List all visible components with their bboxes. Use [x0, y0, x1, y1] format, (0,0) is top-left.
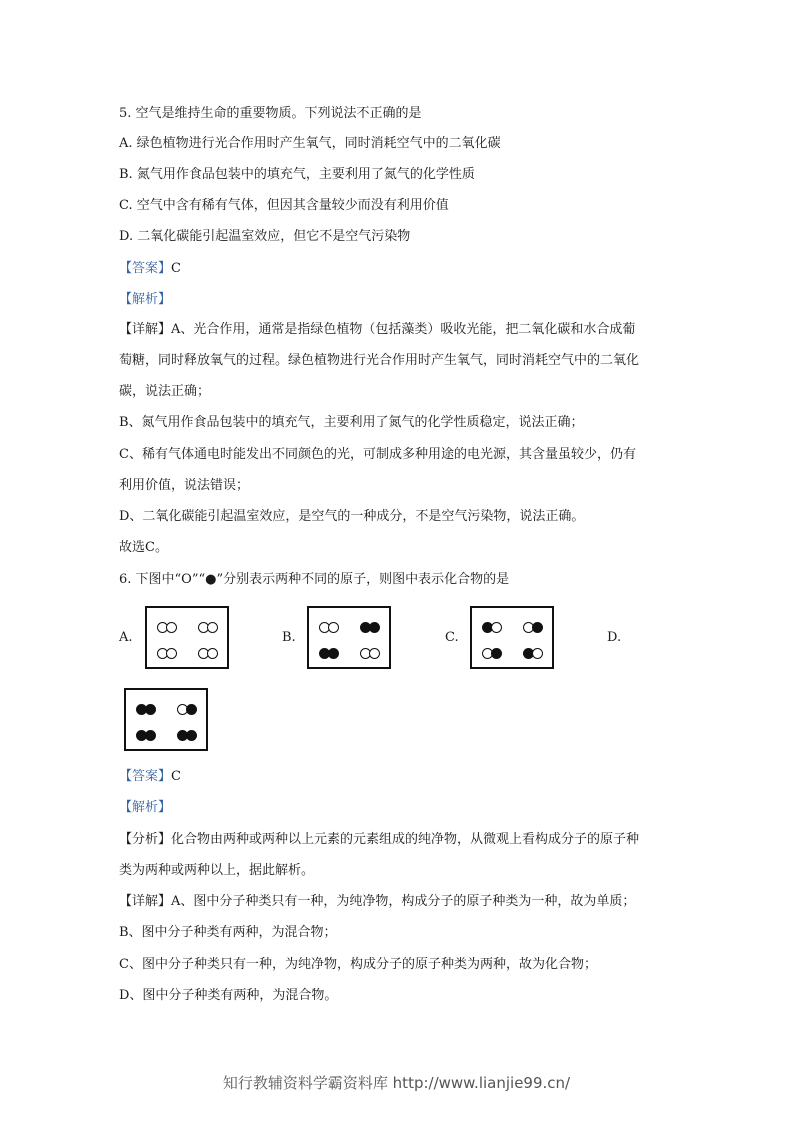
q5-answer-value: C	[171, 261, 181, 276]
molecule-white-white	[319, 622, 341, 634]
q5-analysis-label: 【解析】	[119, 292, 172, 307]
molecule-black-black	[177, 730, 199, 742]
q6-option-c-label: C.	[445, 630, 459, 645]
q6-diagram-a	[145, 606, 229, 669]
q5-detail-tag: 【详解】	[119, 322, 172, 337]
q5-answer	[119, 261, 181, 277]
q5-stem: 5. 空气是维持生命的重要物质。下列说法不正确的是	[119, 106, 422, 121]
q5-detail-line-6: 利用价值，说法错误；	[119, 478, 250, 493]
q6-stem: 6. 下图中“O”“●”分别表示两种不同的原子，则图中表示化合物的是	[119, 572, 510, 587]
molecule-white-black	[482, 648, 504, 660]
molecule-black-black	[360, 622, 382, 634]
molecule-black-black	[319, 648, 341, 660]
molecule-white-white	[198, 648, 220, 660]
q5-analysis-tag	[119, 292, 171, 308]
q5-detail-line-2: 萄糖，同时释放氧气的过程。绿色植物进行光合作用时产生氧气，同时消耗空气中的二氧化	[119, 353, 640, 368]
q6-option-b-label: B.	[282, 630, 296, 645]
q6-option-d-label: D.	[607, 630, 622, 645]
q5-detail-line-3: 碳，说法正确；	[119, 384, 211, 399]
q5-detail-line-1	[119, 322, 635, 338]
q5-detail-line-8: 故选C。	[119, 540, 168, 555]
molecule-white-white	[198, 622, 220, 634]
q6-detail-line-1	[119, 894, 635, 910]
q6-detail-line-4: D、图中分子种类有两种，为混合物。	[119, 988, 338, 1003]
q5-detail-text-1: A、光合作用，通常是指绿色植物（包括藻类）吸收光能，把二氧化碳和水合成葡	[171, 322, 636, 337]
q5-option-b: B. 氮气用作食品包装中的填充气，主要利用了氮气的化学性质	[119, 167, 475, 182]
molecule-white-black	[177, 704, 199, 716]
q5-answer-tag: 【答案】	[119, 261, 172, 276]
q6-detail-line-3: C、图中分子种类只有一种，为纯净物，构成分子的原子种类为两种，故为化合物；	[119, 957, 597, 972]
q5-detail-line-5: C、稀有气体通电时能发出不同颜色的光，可制成多种用途的电光源，其含量虽较少，仍有	[119, 447, 636, 462]
q6-answer-value: C	[171, 769, 181, 784]
q6-detail-tag: 【详解】	[119, 894, 172, 909]
molecule-black-black	[136, 704, 158, 716]
q5-detail-line-7: D、二氧化碳能引起温室效应，是空气的一种成分，不是空气污染物，说法正确。	[119, 509, 585, 524]
q5-option-d: D. 二氧化碳能引起温室效应，但它不是空气污染物	[119, 229, 411, 244]
molecule-white-white	[157, 622, 179, 634]
q5-option-c: C. 空气中含有稀有气体，但因其含量较少而没有利用价值	[119, 198, 449, 213]
q6-answer	[119, 769, 181, 785]
molecule-black-white	[482, 622, 504, 634]
molecule-white-white	[360, 648, 382, 660]
q6-diagram-c	[470, 606, 554, 669]
molecule-black-black	[136, 730, 158, 742]
q5-option-a: A. 绿色植物进行光合作用时产生氧气，同时消耗空气中的二氧化碳	[119, 136, 501, 151]
q6-analysis-label: 【解析】	[119, 800, 172, 815]
q6-option-a-label: A.	[119, 630, 133, 645]
page-footer-watermark: 知行教辅资料学霸资料库 http://www.lianjie99.cn/	[222, 1074, 571, 1092]
q6-analysis-line-1	[119, 832, 639, 848]
q6-analysis-line-2: 类为两种或两种以上，据此解析。	[119, 863, 315, 878]
molecule-black-white	[523, 648, 545, 660]
q6-answer-tag: 【答案】	[119, 769, 172, 784]
q6-analysis-tag	[119, 800, 171, 816]
q6-diagram-b	[307, 606, 391, 669]
q6-detail-line-2: B、图中分子种类有两种，为混合物；	[119, 925, 337, 940]
q6-analysis-head-tag: 【分析】	[119, 832, 172, 847]
q6-diagram-d	[124, 688, 208, 751]
molecule-white-black	[523, 622, 545, 634]
molecule-white-white	[157, 648, 179, 660]
q6-analysis-text-1: 化合物由两种或两种以上元素的元素组成的纯净物，从微观上看构成分子的原子种	[171, 832, 640, 847]
q6-detail-text-1: A、图中分子种类只有一种，为纯净物，构成分子的原子种类为一种，故为单质；	[171, 894, 636, 909]
q5-detail-line-4: B、氮气用作食品包装中的填充气，主要利用了氮气的化学性质稳定，说法正确；	[119, 415, 584, 430]
